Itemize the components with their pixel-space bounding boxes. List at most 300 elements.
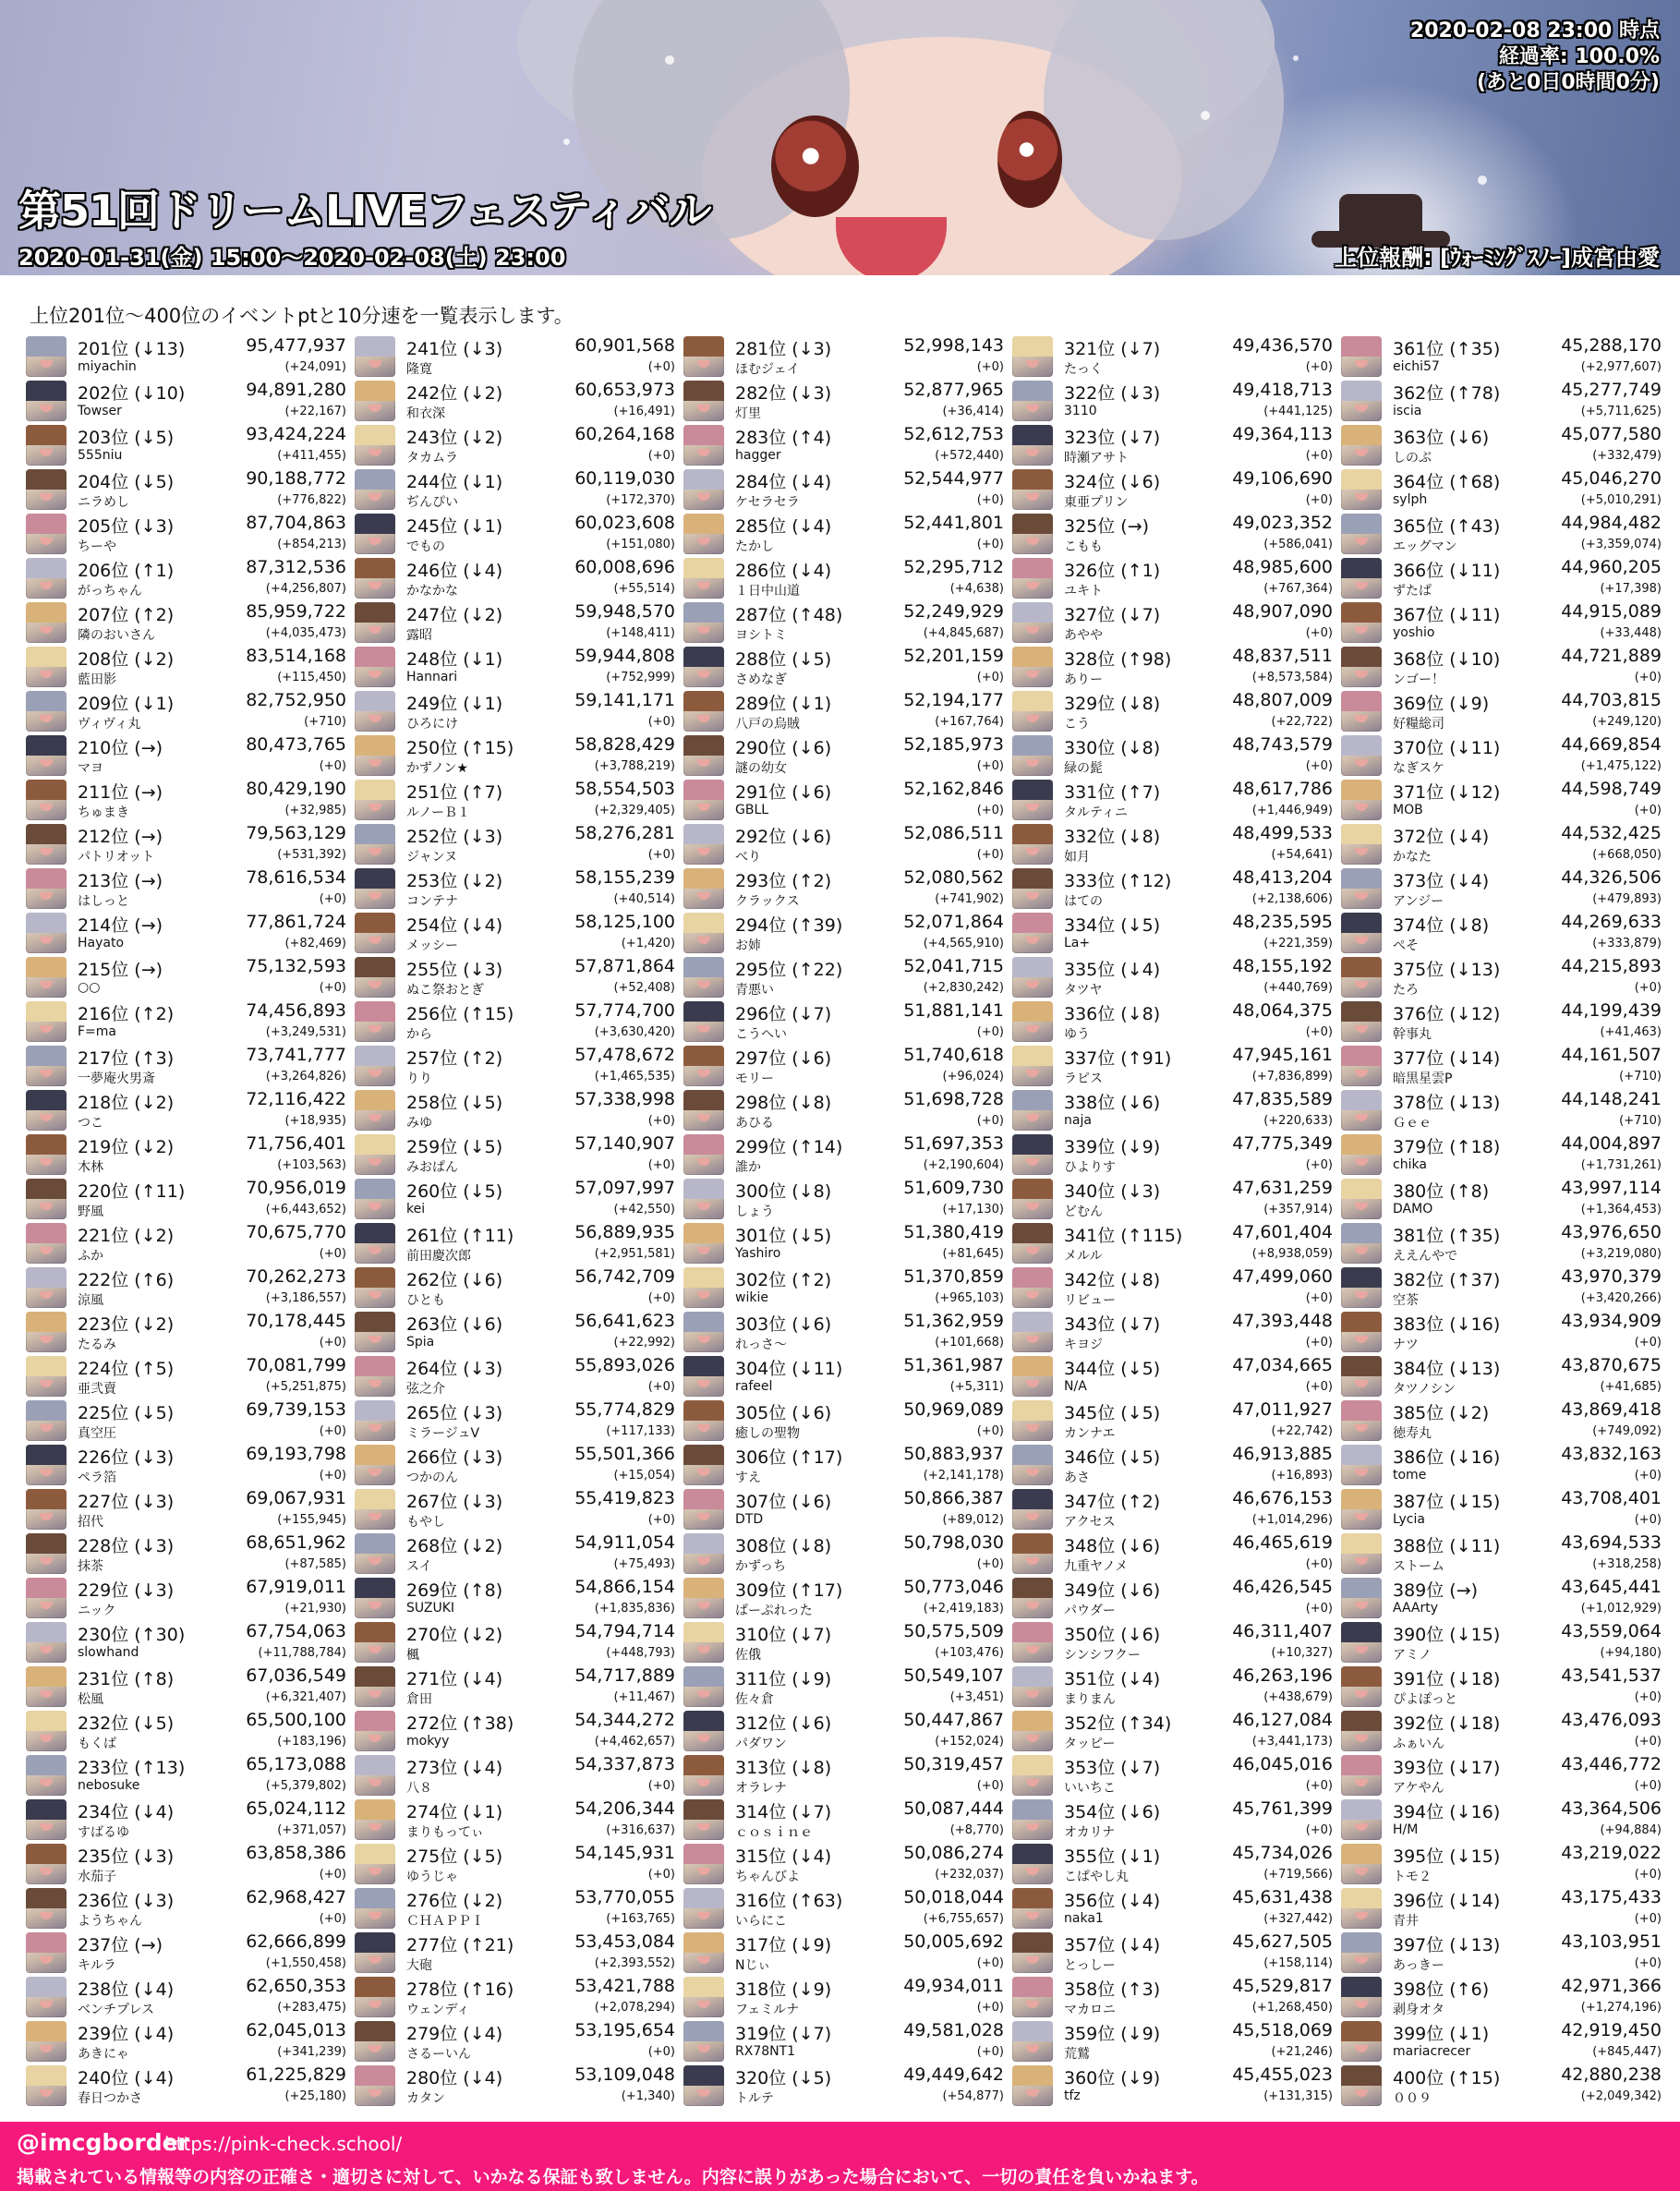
event-points: 52,877,965 — [903, 380, 1004, 400]
producer-avatar — [26, 1312, 66, 1352]
ranking-entry — [26, 1664, 351, 1709]
ten-minute-speed: (+3,451) — [949, 1690, 1004, 1704]
ranking-column — [355, 334, 680, 2108]
ranking-entry — [1341, 1088, 1666, 1132]
rank-label: 300位 (↓8) — [735, 1181, 832, 1202]
producer-avatar — [683, 1666, 724, 1707]
ranking-entry — [1341, 1886, 1666, 1931]
producer-name: リビュー — [1064, 1293, 1116, 1308]
event-points: 45,518,069 — [1232, 2020, 1333, 2040]
ten-minute-speed: (+448,793) — [606, 1646, 675, 1660]
rank-label: 238位 (↓4) — [78, 1979, 175, 2000]
ten-minute-speed: (+3,219,080) — [1580, 1247, 1662, 1261]
ranking-entry — [683, 1931, 1009, 1975]
ten-minute-speed: (+0) — [319, 1424, 346, 1438]
rank-label: 334位 (↓5) — [1064, 915, 1161, 936]
ten-minute-speed: (+36,414) — [942, 405, 1004, 418]
producer-name: ほむジェイ — [735, 362, 800, 377]
ten-minute-speed: (+2,977,607) — [1580, 360, 1662, 374]
producer-name: アミノ — [1393, 1648, 1432, 1663]
event-points: 69,193,798 — [246, 1444, 346, 1464]
ranking-entry — [1012, 645, 1337, 689]
ranking-entry — [1341, 1177, 1666, 1221]
producer-avatar — [683, 735, 724, 776]
ten-minute-speed: (+0) — [1634, 981, 1662, 995]
event-points: 44,004,897 — [1561, 1133, 1662, 1154]
rank-label: 355位 (↓1) — [1064, 1846, 1161, 1867]
producer-name: 藍田影 — [78, 672, 116, 687]
ranking-entry — [355, 1798, 680, 1842]
ten-minute-speed: (+25,180) — [284, 2089, 346, 2103]
event-points: 49,364,113 — [1232, 424, 1333, 444]
producer-avatar — [1341, 1755, 1382, 1796]
ten-minute-speed: (+172,370) — [606, 493, 675, 507]
rank-label: 211位 (→) — [78, 782, 163, 803]
producer-name: あさ — [1064, 1471, 1090, 1485]
ten-minute-speed: (+0) — [647, 449, 675, 463]
producer-avatar — [26, 1666, 66, 1707]
ranking-entry — [355, 334, 680, 379]
ranking-entry — [683, 866, 1009, 911]
ten-minute-speed: (+2,078,294) — [594, 2001, 675, 2015]
ranking-entry — [683, 1709, 1009, 1753]
ten-minute-speed: (+15,054) — [613, 1469, 675, 1483]
rank-label: 234位 (↓4) — [78, 1802, 175, 1822]
producer-avatar — [355, 780, 395, 820]
producer-name: 大砲 — [406, 1958, 432, 1973]
rank-label: 289位 (↓1) — [735, 694, 832, 714]
producer-avatar — [1341, 1001, 1382, 1042]
producer-name: 剥身オタ — [1393, 2003, 1444, 2017]
producer-name: 3110 — [1064, 404, 1097, 418]
rank-label: 245位 (↓1) — [406, 516, 503, 537]
rank-label: 395位 (↓15) — [1393, 1846, 1501, 1867]
ranking-entry — [683, 2019, 1009, 2064]
ten-minute-speed: (+152,024) — [935, 1735, 1004, 1749]
ten-minute-speed: (+1,731,261) — [1580, 1158, 1662, 1172]
producer-name: メルル — [1064, 1249, 1103, 1264]
rank-label: 319位 (↓7) — [735, 2024, 832, 2044]
ranking-entry — [683, 822, 1009, 866]
producer-name: AAArty — [1393, 1601, 1439, 1616]
event-points: 74,456,893 — [246, 1000, 346, 1021]
event-points: 43,364,506 — [1561, 1798, 1662, 1819]
event-points: 44,161,507 — [1561, 1045, 1662, 1065]
twitter-handle[interactable]: @imcgborder — [17, 2129, 189, 2156]
rank-label: 264位 (↓3) — [406, 1359, 503, 1379]
ten-minute-speed: (+232,037) — [935, 1868, 1004, 1882]
producer-avatar — [355, 1134, 395, 1175]
producer-name: つこ — [78, 1116, 103, 1131]
rank-label: 221位 (↓2) — [78, 1226, 175, 1246]
ranking-entry — [355, 866, 680, 911]
ranking-entry — [26, 1088, 351, 1132]
ranking-entry — [1012, 1576, 1337, 1620]
ranking-entry — [683, 911, 1009, 955]
producer-name: mariacrecer — [1393, 2044, 1471, 2059]
event-points: 70,081,799 — [246, 1355, 346, 1375]
time-remaining: (あと0日0時間0分) — [1476, 71, 1660, 94]
ranking-entry — [355, 822, 680, 866]
rank-label: 201位 (↓13) — [78, 339, 186, 359]
producer-avatar — [1012, 425, 1053, 466]
ranking-entry — [683, 1354, 1009, 1398]
ten-minute-speed: (+11,788,784) — [258, 1646, 346, 1660]
producer-name: タツノシン — [1393, 1382, 1456, 1397]
event-points: 44,598,749 — [1561, 779, 1662, 799]
event-points: 75,132,593 — [246, 956, 346, 976]
event-points: 52,071,864 — [903, 912, 1004, 932]
rank-label: 242位 (↓2) — [406, 383, 503, 404]
ten-minute-speed: (+0) — [1634, 1868, 1662, 1882]
rank-label: 226位 (↓3) — [78, 1447, 175, 1468]
producer-avatar — [1341, 514, 1382, 554]
rank-label: 243位 (↓2) — [406, 428, 503, 448]
producer-name: ペラ箔 — [78, 1471, 116, 1485]
ranking-entry — [683, 334, 1009, 379]
ten-minute-speed: (+371,057) — [277, 1823, 346, 1837]
producer-avatar — [355, 558, 395, 599]
ranking-entry — [683, 955, 1009, 999]
rank-label: 345位 (↓5) — [1064, 1403, 1161, 1423]
producer-name: オカリナ — [1064, 1825, 1116, 1840]
ranking-entry — [355, 1443, 680, 1487]
ranking-entry — [1341, 2019, 1666, 2064]
producer-avatar — [683, 691, 724, 732]
producer-name: ふか — [78, 1249, 103, 1264]
ten-minute-speed: (+148,411) — [606, 626, 675, 640]
ten-minute-speed: (+103,476) — [935, 1646, 1004, 1660]
ranking-entry — [1012, 1310, 1337, 1354]
rank-label: 368位 (↓10) — [1393, 649, 1501, 670]
progress-rate: 経過率: 100.0% — [1498, 45, 1660, 68]
ranking-entry — [1341, 911, 1666, 955]
producer-avatar — [26, 1046, 66, 1086]
producer-avatar — [26, 2021, 66, 2062]
rank-label: 259位 (↓5) — [406, 1137, 503, 1157]
event-points: 44,326,506 — [1561, 867, 1662, 888]
producer-avatar — [683, 1844, 724, 1884]
producer-name: ミラージュV — [406, 1426, 480, 1441]
producer-name: ニック — [78, 1604, 116, 1618]
ranking-entry — [355, 1398, 680, 1443]
rank-label: 305位 (↓6) — [735, 1403, 832, 1423]
ten-minute-speed: (+3,264,826) — [265, 1070, 346, 1083]
ten-minute-speed: (+22,167) — [284, 405, 346, 418]
ten-minute-speed: (+357,914) — [1263, 1203, 1333, 1217]
ten-minute-speed: (+1,364,453) — [1580, 1203, 1662, 1217]
producer-avatar — [1012, 1046, 1053, 1086]
producer-name: 好糧総司 — [1393, 717, 1444, 732]
producer-avatar — [1341, 1267, 1382, 1308]
event-points: 51,362,959 — [903, 1311, 1004, 1331]
producer-name: タルティニ — [1064, 805, 1128, 820]
rank-label: 237位 (→) — [78, 1935, 163, 1955]
event-title: 第51回ドリームLIVEフェスティバル — [18, 186, 711, 236]
ranking-entry — [1012, 1443, 1337, 1487]
ten-minute-speed: (+965,103) — [935, 1291, 1004, 1305]
ranking-entry — [683, 1132, 1009, 1177]
producer-name: 涼風 — [78, 1293, 103, 1308]
producer-name: 灯里 — [735, 406, 761, 421]
event-points: 70,956,019 — [246, 1178, 346, 1198]
rank-label: 320位 (↓5) — [735, 2068, 832, 2088]
ranking-entry — [26, 1576, 351, 1620]
event-points: 78,616,534 — [246, 867, 346, 888]
event-points: 51,881,141 — [903, 1000, 1004, 1021]
producer-name: ジャンヌ — [406, 850, 458, 865]
producer-avatar — [355, 824, 395, 865]
ranking-entry — [683, 999, 1009, 1044]
ranking-entry — [355, 645, 680, 689]
producer-avatar — [1012, 381, 1053, 421]
ranking-entry — [1341, 1221, 1666, 1265]
producer-avatar — [1341, 1400, 1382, 1441]
event-points: 48,235,595 — [1232, 912, 1333, 932]
ten-minute-speed: (+0) — [1634, 804, 1662, 817]
producer-name: ＣＨＡＰＰＩ — [406, 1914, 484, 1929]
ranking-entry — [1341, 1975, 1666, 2019]
ten-minute-speed: (+0) — [976, 1779, 1004, 1793]
ranking-entry — [355, 1044, 680, 1088]
producer-name: キヨジ — [1064, 1338, 1103, 1352]
producer-name: naja — [1064, 1113, 1092, 1128]
producer-avatar — [1012, 469, 1053, 510]
event-points: 43,694,533 — [1561, 1532, 1662, 1553]
event-points: 45,631,438 — [1232, 1887, 1333, 1907]
producer-avatar — [355, 647, 395, 687]
producer-name: DTD — [735, 1512, 764, 1527]
producer-name: しょう — [735, 1204, 774, 1219]
producer-name: マカロニ — [1064, 2003, 1116, 2017]
producer-name: ナツ — [1393, 1338, 1419, 1352]
event-points: 58,125,100 — [574, 912, 675, 932]
ten-minute-speed: (+668,050) — [1592, 848, 1662, 862]
ten-minute-speed: (+5,251,875) — [265, 1380, 346, 1394]
producer-avatar — [1012, 2021, 1053, 2062]
rank-label: 290位 (↓6) — [735, 738, 832, 758]
producer-avatar — [1012, 1977, 1053, 2017]
producer-name: Towser — [78, 404, 122, 418]
rank-label: 340位 (↓3) — [1064, 1181, 1161, 1202]
event-points: 47,775,349 — [1232, 1133, 1333, 1154]
event-points: 47,631,259 — [1232, 1178, 1333, 1198]
ten-minute-speed: (+167,764) — [935, 715, 1004, 729]
ten-minute-speed: (+96,024) — [942, 1070, 1004, 1083]
ranking-entry — [1012, 1044, 1337, 1088]
ranking-entry — [26, 1709, 351, 1753]
ten-minute-speed: (+0) — [976, 1424, 1004, 1438]
producer-avatar — [1341, 1223, 1382, 1264]
ranking-entry — [355, 467, 680, 512]
rank-label: 269位 (↑8) — [406, 1580, 503, 1601]
ten-minute-speed: (+440,769) — [1263, 981, 1333, 995]
producer-avatar — [683, 336, 724, 377]
producer-name: いらにこ — [735, 1914, 787, 1929]
rank-label: 380位 (↑8) — [1393, 1181, 1490, 1202]
producer-name: miyachin — [78, 359, 137, 374]
producer-avatar — [1341, 381, 1382, 421]
producer-name: みおぱん — [406, 1160, 458, 1175]
producer-avatar — [1341, 1179, 1382, 1219]
ranking-entry — [1341, 1753, 1666, 1798]
ten-minute-speed: (+0) — [1305, 360, 1333, 374]
producer-name: ルノーＢ１ — [406, 805, 471, 820]
event-points: 57,338,998 — [574, 1089, 675, 1109]
ten-minute-speed: (+0) — [319, 1912, 346, 1926]
producer-name: 前田慶次郎 — [406, 1249, 471, 1264]
ten-minute-speed: (+0) — [319, 1868, 346, 1882]
event-points: 50,018,044 — [903, 1887, 1004, 1907]
ten-minute-speed: (+0) — [319, 1469, 346, 1483]
ranking-entry — [355, 1088, 680, 1132]
ten-minute-speed: (+131,315) — [1263, 2089, 1333, 2103]
event-points: 60,023,608 — [574, 513, 675, 533]
event-points: 47,835,589 — [1232, 1089, 1333, 1109]
event-points: 54,344,272 — [574, 1710, 675, 1730]
producer-avatar — [26, 1489, 66, 1530]
ranking-entry — [1012, 1132, 1337, 1177]
producer-avatar — [1012, 913, 1053, 953]
producer-avatar — [355, 1090, 395, 1131]
ten-minute-speed: (+54,641) — [1271, 848, 1333, 862]
producer-name: こう — [1064, 717, 1090, 732]
event-points: 62,968,427 — [246, 1887, 346, 1907]
producer-name: モリー — [735, 1071, 774, 1086]
event-points: 46,127,084 — [1232, 1710, 1333, 1730]
rank-label: 351位 (↓4) — [1064, 1669, 1161, 1689]
rank-label: 293位 (↑2) — [735, 871, 832, 891]
ranking-entry — [1341, 1354, 1666, 1398]
rank-label: 209位 (↓1) — [78, 694, 175, 714]
ranking-entry — [683, 2064, 1009, 2108]
producer-avatar — [683, 425, 724, 466]
ten-minute-speed: (+767,364) — [1263, 582, 1333, 596]
ten-minute-speed: (+0) — [976, 2001, 1004, 2015]
event-points: 67,754,063 — [246, 1621, 346, 1641]
event-points: 45,627,505 — [1232, 1931, 1333, 1952]
ten-minute-speed: (+0) — [647, 1779, 675, 1793]
ten-minute-speed: (+0) — [1305, 449, 1333, 463]
event-points: 45,077,580 — [1561, 424, 1662, 444]
producer-name: タツヤ — [1064, 983, 1103, 998]
ten-minute-speed: (+11,467) — [613, 1690, 675, 1704]
producer-avatar — [683, 1489, 724, 1530]
producer-avatar — [355, 1312, 395, 1352]
ten-minute-speed: (+741,902) — [935, 892, 1004, 906]
producer-name: もくば — [78, 1737, 116, 1751]
event-points: 48,064,375 — [1232, 1000, 1333, 1021]
producer-avatar — [1012, 1090, 1053, 1131]
ranking-entry — [1341, 1931, 1666, 1975]
ten-minute-speed: (+5,379,802) — [265, 1779, 346, 1793]
producer-name: ぴよぽっと — [1393, 1692, 1457, 1707]
rank-label: 208位 (↓2) — [78, 649, 175, 670]
rank-label: 342位 (↓8) — [1064, 1270, 1161, 1290]
producer-avatar — [355, 1267, 395, 1308]
ten-minute-speed: (+0) — [319, 981, 346, 995]
producer-name: wikie — [735, 1290, 768, 1305]
producer-avatar — [1012, 336, 1053, 377]
event-points: 46,465,619 — [1232, 1532, 1333, 1553]
producer-avatar — [683, 1755, 724, 1796]
event-points: 52,086,511 — [903, 823, 1004, 843]
ten-minute-speed: (+1,274,196) — [1580, 2001, 1662, 2015]
producer-avatar — [683, 1090, 724, 1131]
site-link[interactable]: https://pink-check.school/ — [164, 2133, 403, 2155]
producer-name: 佐々倉 — [735, 1692, 774, 1707]
producer-name: mokyy — [406, 1734, 450, 1749]
rank-label: 236位 (↓3) — [78, 1891, 175, 1911]
producer-avatar — [683, 824, 724, 865]
event-points: 44,148,241 — [1561, 1089, 1662, 1109]
ten-minute-speed: (+17,398) — [1600, 582, 1662, 596]
ranking-entry — [1341, 1842, 1666, 1886]
ranking-entry — [1341, 1310, 1666, 1354]
rank-label: 352位 (↑34) — [1064, 1713, 1172, 1734]
producer-name: 緑の髭 — [1064, 761, 1103, 776]
rank-label: 247位 (↓2) — [406, 605, 503, 625]
producer-avatar — [683, 514, 724, 554]
ten-minute-speed: (+0) — [1305, 1291, 1333, 1305]
ten-minute-speed: (+845,447) — [1592, 2045, 1662, 2059]
ten-minute-speed: (+0) — [647, 360, 675, 374]
ranking-entry — [1012, 1798, 1337, 1842]
ten-minute-speed: (+41,685) — [1600, 1380, 1662, 1394]
producer-avatar — [1341, 602, 1382, 643]
producer-name: はしっと — [78, 894, 129, 909]
producer-name: 幹事丸 — [1393, 1027, 1432, 1042]
producer-name: 徳寿丸 — [1393, 1426, 1432, 1441]
ten-minute-speed: (+441,125) — [1263, 405, 1333, 418]
event-points: 43,832,163 — [1561, 1444, 1662, 1464]
rank-label: 318位 (↓9) — [735, 1979, 832, 2000]
ten-minute-speed: (+1,012,929) — [1580, 1602, 1662, 1616]
rank-label: 279位 (↓4) — [406, 2024, 503, 2044]
producer-name: RX78NT1 — [735, 2044, 796, 2059]
producer-name: 抹茶 — [78, 1559, 103, 1574]
producer-name: Hayato — [78, 936, 125, 950]
ranking-entry — [355, 379, 680, 423]
ranking-entry — [1012, 556, 1337, 600]
rank-label: 371位 (↓12) — [1393, 782, 1501, 803]
ranking-entry — [1012, 1842, 1337, 1886]
ten-minute-speed: (+0) — [1305, 759, 1333, 773]
event-points: 58,554,503 — [574, 779, 675, 799]
event-points: 52,544,977 — [903, 468, 1004, 489]
rank-label: 251位 (↑7) — [406, 782, 503, 803]
producer-name: たるみ — [78, 1338, 116, 1352]
rank-label: 248位 (↓1) — [406, 649, 503, 670]
rank-label: 389位 (→) — [1393, 1580, 1479, 1601]
rank-label: 258位 (↓5) — [406, 1093, 503, 1113]
event-points: 50,798,030 — [903, 1532, 1004, 1553]
ranking-entry — [355, 1931, 680, 1975]
rank-label: 249位 (↓1) — [406, 694, 503, 714]
ranking-entry — [1012, 822, 1337, 866]
ranking-entry — [683, 733, 1009, 778]
ten-minute-speed: (+3,186,557) — [265, 1291, 346, 1305]
event-points: 47,393,448 — [1232, 1311, 1333, 1331]
ranking-entry — [26, 1931, 351, 1975]
event-points: 43,559,064 — [1561, 1621, 1662, 1641]
ranking-entry — [26, 512, 351, 556]
producer-avatar — [355, 381, 395, 421]
rank-label: 332位 (↓8) — [1064, 827, 1161, 847]
ten-minute-speed: (+0) — [976, 1025, 1004, 1039]
producer-avatar — [26, 558, 66, 599]
producer-avatar — [1341, 1533, 1382, 1574]
